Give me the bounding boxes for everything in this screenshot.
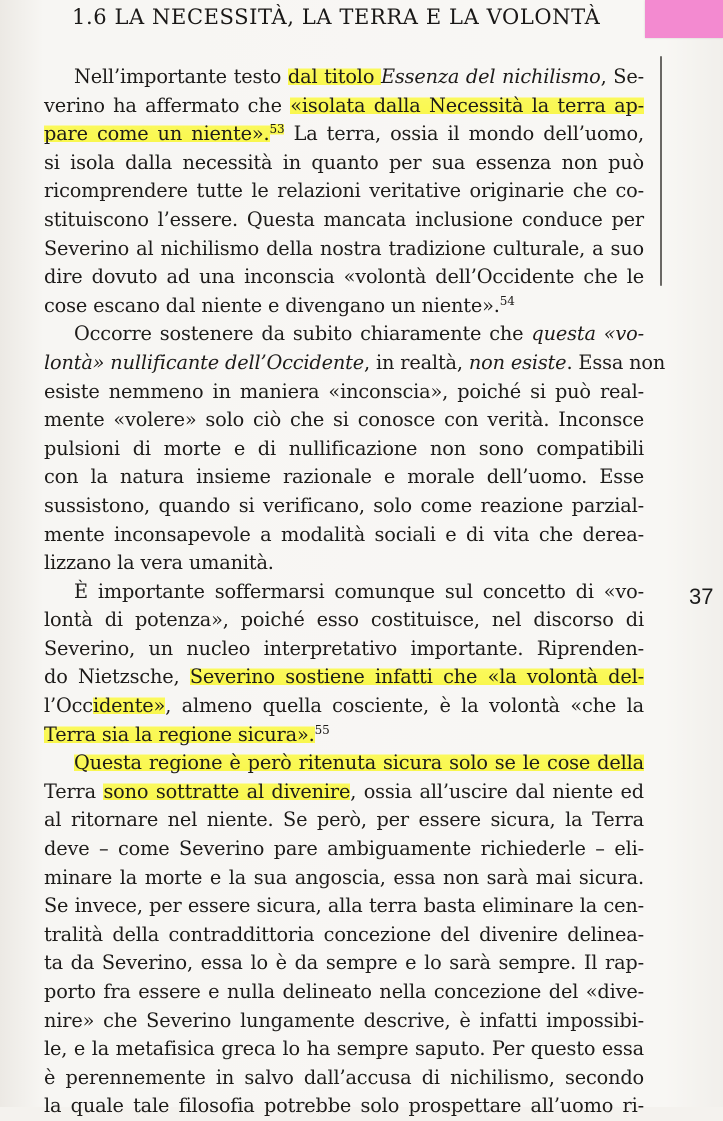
page-number: 37: [689, 584, 714, 609]
text-line: è perennemente in salvo dall’accusa di nichilismo, secondo: [44, 1065, 644, 1089]
footnote-ref: 54: [499, 293, 515, 308]
footnote-ref: 55: [314, 722, 330, 737]
text-line: la quale tale filosofia potrebbe solo prospettare all’uomo ri-: [44, 1094, 644, 1118]
section-heading: 1.6 LA NECESSITÀ, LA TERRA E LA VOLONTÀ: [72, 5, 601, 29]
text-line: l’Occidente», almeno quella cosciente, è la volontà «che la: [44, 694, 644, 718]
text-line: dire dovuto ad una inconscia «volontà dell’Occidente che le: [44, 265, 644, 289]
text-line: le, e la metafisica greca lo ha sempre saputo. Per questo essa: [44, 1037, 644, 1061]
text-line: deve – come Severino pare ambiguamente richiederle – eli-: [44, 837, 644, 861]
text-line: do Nietzsche, Severino sostiene infatti che «la volontà del-: [44, 665, 644, 689]
text-line: Severino, un nucleo interpretativo importante. Riprenden-: [44, 636, 644, 660]
text-line: minare la morte e la sua angoscia, essa non sarà mai sicura.: [44, 865, 644, 889]
body-text: [44, 63, 666, 1121]
text-line: al ritornare nel niente. Se però, per essere sicura, la Terra: [44, 808, 644, 832]
text-line: tralità della contraddittoria concezione del divenire delinea-: [44, 922, 644, 946]
text-line: lontà» nullificante dell’Occidente, in realtà, non esiste. Essa non: [44, 350, 666, 374]
text-line: mente «volere» solo ciò che si conosce con verità. Inconsce: [44, 408, 644, 432]
text-line: porto fra essere e nulla delineato nella concezione del «dive-: [44, 980, 644, 1003]
text-line: Terra sia la regione sicura».$^{55}$: [44, 722, 330, 746]
text-line: lizzano la vera umanità.: [44, 551, 274, 575]
text-line: Se invece, per essere sicura, alla terra basta eliminare la cen-: [44, 894, 644, 918]
text-line: mente inconsapevole a modalità sociali e di vita che derea-: [44, 522, 644, 546]
text-line: nire» che Severino lungamente descrive, è infatti impossibi-: [44, 1008, 644, 1032]
footnote-ref: 53: [269, 122, 285, 137]
pink-sticky-tab: [645, 0, 723, 38]
margin-pencil-mark: [660, 56, 662, 286]
text-line: lontà di potenza», poiché esso costituisce, nel discorso di: [44, 608, 644, 632]
text-line: Nell’importante testo dal titolo Essenza del nichilismo, Se-: [74, 65, 644, 88]
text-line: sussistono, quando si verificano, solo come reazione parzial-: [44, 493, 644, 517]
text-line: cose escano dal niente e divengano un niente».$^{54}$: [44, 293, 515, 317]
text-line: con la natura insieme razionale e morale dell’uomo. Esse: [44, 465, 644, 489]
text-line: ricomprendere tutte le relazioni veritative originarie che co-: [44, 179, 644, 203]
text-line: ta da Severino, essa lo è da sempre e lo sarà sempre. Il rap-: [44, 951, 644, 975]
text-line: Occorre sostenere da subito chiaramente che questa «vo-: [74, 322, 644, 346]
text-line: si isola dalla necessità in quanto per sua essenza non può: [44, 150, 644, 174]
text-line: Terra sono sottratte al divenire, ossia all’uscire dal niente ed: [44, 779, 644, 803]
text-line: È importante soffermarsi comunque sul concetto di «vo-: [74, 579, 644, 603]
text-line: stituiscono l’essere. Questa mancata inclusione conduce per: [44, 207, 644, 231]
text-line: pulsioni di morte e di nullificazione non sono compatibili: [44, 436, 644, 460]
text-line: esiste nemmeno in maniera «inconscia», poiché si può real-: [44, 379, 644, 403]
text-line: pare come un niente».$^{53}$ La terra, ossia il mondo dell’uomo,: [44, 122, 644, 146]
text-line: Questa regione è però ritenuta sicura solo se le cose della: [74, 751, 644, 775]
text-line: Severino al nichilismo della nostra tradizione culturale, a suo: [44, 236, 644, 260]
text-line: verino ha affermato che «isolata dalla Necessità la terra ap-: [44, 93, 644, 117]
